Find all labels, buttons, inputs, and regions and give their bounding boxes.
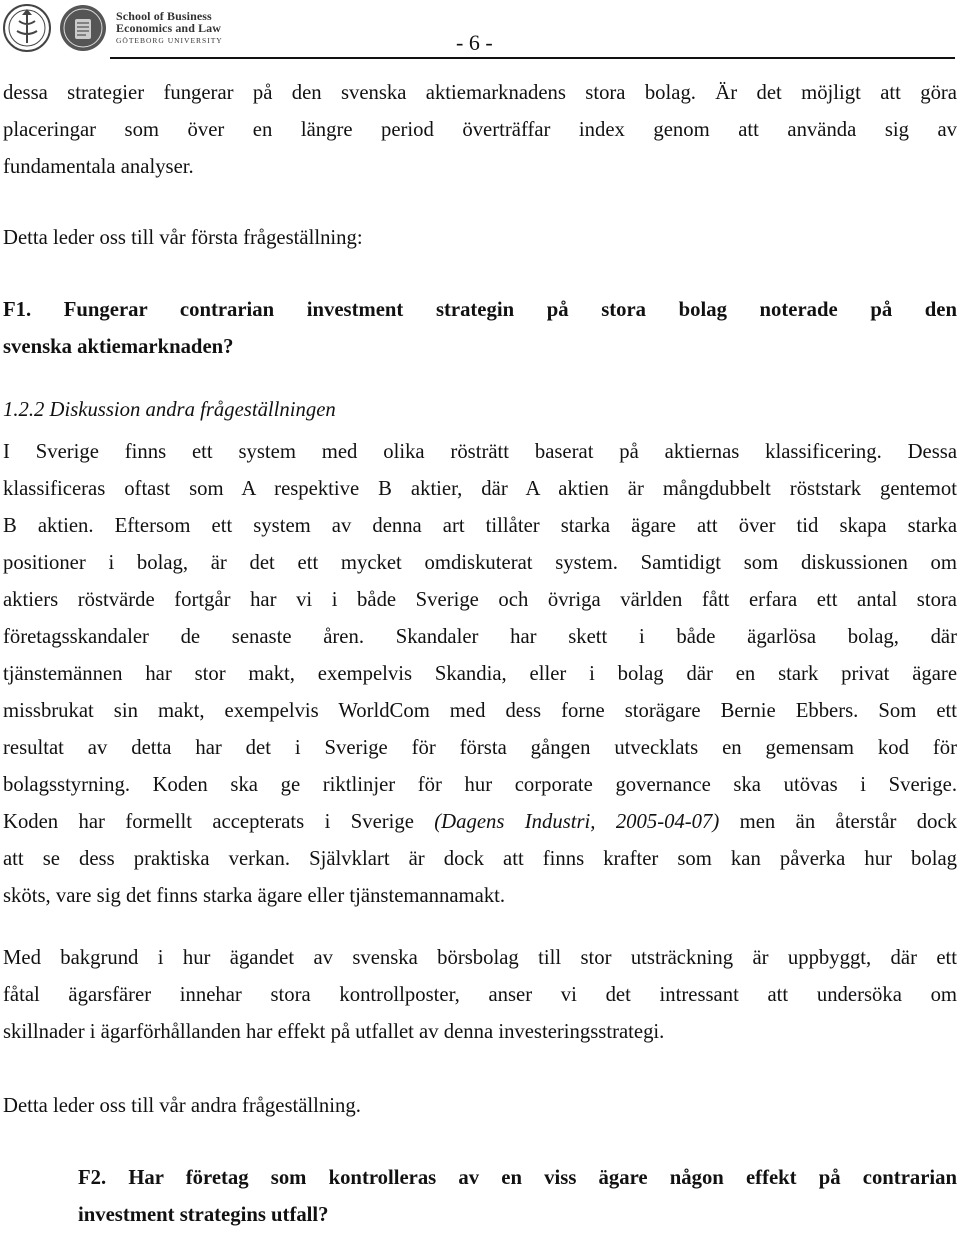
text-line: aktiers röstvärde fortgår har vi i både Sverige och övriga världen fått erfara ett antal stora <box>3 589 957 611</box>
logo-text <box>116 10 223 47</box>
text-line: investment strategins utfall? <box>78 1204 329 1226</box>
text-segment: Koden har formellt accepterats i Sverige <box>3 811 435 833</box>
lead-in-second-question <box>3 1088 957 1125</box>
text-line-with-citation <box>3 804 957 841</box>
text-line: dessa strategier fungerar på den svenska aktiemarknadens stora bolag. Är det möjligt att göra <box>3 82 957 104</box>
text-line: missbrukat sin makt, exempelvis WorldCom med dess forne storägare Bernie Ebbers. Som ett <box>3 700 957 722</box>
text-line: fåtal ägarsfärer innehar stora kontrollposter, anser vi det intressant att undersöka om <box>3 984 957 1006</box>
logo-line-3: GÖTEBORG UNIVERSITY <box>116 36 223 45</box>
university-logo <box>0 0 108 56</box>
lead-in-first-question <box>3 220 957 257</box>
text-line: fundamentala analyser. <box>3 156 194 178</box>
text-line: företagsskandaler de senaste åren. Skandaler har skett i både ägarlösa bolag, där <box>3 626 957 648</box>
text-line: bolagsstyrning. Koden ska ge riktlinjer för hur corporate governance ska utövas i Sverige. <box>3 774 957 796</box>
school-emblem-icon <box>58 3 108 53</box>
text-line: B aktien. Eftersom ett system av denna art tillåter starka ägare att över tid skapa starka <box>3 515 957 537</box>
page-header <box>0 0 960 62</box>
paragraph-ownership <box>3 940 957 1051</box>
text-segment: men än återstår dock <box>719 811 958 833</box>
text-line: sköts, vare sig det finns starka ägare eller tjänstemannamakt. <box>3 885 506 907</box>
text-line: klassificeras oftast som A respektive B aktier, där A aktien är mångdubbelt röststark gentemot <box>3 478 957 500</box>
text-line: Detta leder oss till vår andra frågeställning. <box>3 1095 361 1117</box>
text-line: I Sverige finns ett system med olika rösträtt baserat på aktiernas klassificering. Dessa <box>3 441 957 463</box>
text-line: F1. Fungerar contrarian investment strategin på stora bolag noterade på den <box>3 299 957 321</box>
paragraph-discussion <box>3 434 957 915</box>
text-line: tjänstemännen har stor makt, exempelvis Skandia, eller i bolag där en stark privat ägare <box>3 663 957 685</box>
research-question-2 <box>78 1160 957 1234</box>
logo-line-1: School of Business <box>116 9 212 23</box>
paragraph-intro <box>3 75 957 186</box>
text-line: skillnader i ägarförhållanden har effekt på utfallet av denna investeringsstrategi. <box>3 1021 665 1043</box>
text-line: placeringar som över en längre period överträffar index genom att använda sig av <box>3 119 957 141</box>
text-line: att se dess praktiska verkan. Självklart är dock att finns krafter som kan påverka hur bolag <box>3 848 957 870</box>
section-heading <box>3 392 957 429</box>
citation: (Dagens Industri, 2005-04-07) <box>434 811 720 833</box>
text-line: Med bakgrund i hur ägandet av svenska börsbolag till stor utsträckning är uppbyggt, där ett <box>3 947 957 969</box>
header-divider <box>110 57 955 59</box>
university-seal-icon <box>2 3 52 53</box>
section-heading-text: 1.2.2 Diskussion andra frågeställningen <box>3 399 336 421</box>
logo-line-2: Economics and Law <box>116 21 222 35</box>
research-question-1 <box>3 292 957 366</box>
text-line: resultat av detta har det i Sverige för första gången utvecklats en gemensam kod för <box>3 737 957 759</box>
text-line: svenska aktiemarknaden? <box>3 336 234 358</box>
text-line: positioner i bolag, är det ett mycket omdiskuterat system. Samtidigt som diskussionen om <box>3 552 957 574</box>
text-line: Detta leder oss till vår första frågeställning: <box>3 227 363 249</box>
text-line: F2. Har företag som kontrolleras av en viss ägare någon effekt på contrarian <box>78 1167 957 1189</box>
page-number: - 6 - <box>456 30 493 55</box>
